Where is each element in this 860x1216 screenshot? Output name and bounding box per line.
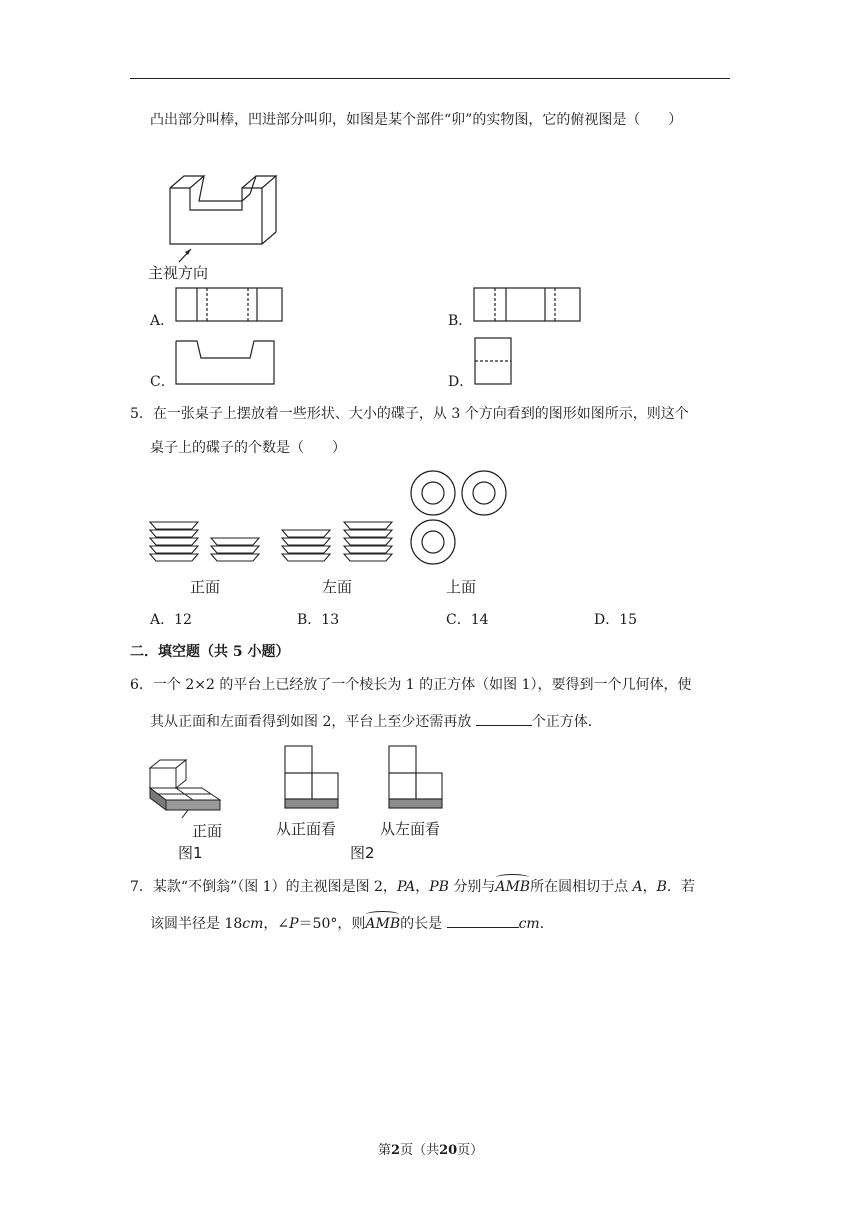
q7-l1b: 分别与 bbox=[448, 879, 496, 895]
q6-line2-text: 其从正面和左面看得到如图 2，平台上至少还需再放 bbox=[150, 714, 476, 730]
q7-l2a: 该圆半径是 18 bbox=[150, 916, 243, 932]
q7-point-b: B bbox=[656, 879, 667, 895]
front-view-figure bbox=[284, 745, 344, 811]
figure-2-caption: 图2 bbox=[350, 844, 375, 862]
q7-l2b: ，∠ bbox=[263, 916, 290, 932]
top-view-caption: 上面 bbox=[446, 578, 477, 596]
q7-l1a: 7．某款“不倒翁”（图 1）的主视图是图 2， bbox=[130, 879, 397, 895]
q7-l1c: 所在圆相切于点 bbox=[530, 879, 633, 895]
q7-l2e: ． bbox=[539, 916, 554, 932]
q7-angle-p: P bbox=[289, 916, 299, 932]
front-arrow-caption: 正面 bbox=[192, 822, 223, 840]
option-c-figure[interactable] bbox=[175, 340, 279, 386]
footer-pre: 第 bbox=[378, 1143, 392, 1158]
q5-line2: 桌子上的碟子的个数是（ ） bbox=[150, 440, 346, 456]
figure-1-caption: 图1 bbox=[178, 844, 203, 862]
footer-total: 20 bbox=[439, 1143, 458, 1158]
left-view-figure bbox=[388, 745, 448, 811]
q7-comma: ， bbox=[415, 879, 430, 895]
q7-cm: cm bbox=[242, 916, 264, 932]
q7-l1d: ， bbox=[642, 879, 657, 895]
option-b-label: B． bbox=[448, 313, 473, 329]
arc-amb: AMB bbox=[495, 879, 531, 895]
front-view-caption: 正面 bbox=[190, 578, 221, 596]
header-rule bbox=[130, 78, 730, 79]
section-heading: 二．填空题（共 5 小题） bbox=[130, 644, 290, 660]
left-view-label: 从左面看 bbox=[380, 820, 441, 838]
option-a-figure[interactable] bbox=[175, 287, 285, 323]
q7-pb: PB bbox=[429, 879, 449, 895]
cube-platform-figure bbox=[148, 752, 228, 822]
q7-l2d: 的长是 bbox=[400, 916, 447, 932]
page-footer bbox=[378, 1139, 483, 1158]
q7-point-a: A bbox=[632, 879, 643, 895]
option-d-label: D． bbox=[448, 374, 474, 390]
q7-line2 bbox=[150, 913, 554, 934]
option-b-figure[interactable] bbox=[473, 287, 583, 323]
front-view-label: 从正面看 bbox=[276, 820, 337, 838]
answer-blank[interactable] bbox=[476, 711, 532, 726]
q6-line2-end: 个正方体． bbox=[531, 714, 602, 730]
q4-stem: 凸出部分叫棒，凹进部分叫卯，如图是某个部件“卯”的实物图，它的俯视图是（ ） bbox=[150, 112, 683, 128]
q7-line1 bbox=[130, 877, 695, 897]
q7-pa: PA bbox=[396, 879, 416, 895]
q5-line1: 5．在一张桌子上摆放着一些形状、大小的碟子，从 3 个方向看到的图形如图所示，则这个 bbox=[130, 406, 689, 422]
answer-blank-7[interactable] bbox=[447, 913, 519, 928]
q7-l1e: ．若 bbox=[666, 879, 695, 895]
footer-mid: 页（共 bbox=[400, 1143, 440, 1158]
q5-option-a[interactable]: A．12 bbox=[150, 612, 192, 628]
q7-l2c: ＝50°，则 bbox=[298, 916, 366, 932]
dish-top-view bbox=[410, 470, 510, 570]
q5-option-c[interactable]: C．14 bbox=[446, 612, 489, 628]
left-view-caption: 左面 bbox=[322, 578, 353, 596]
option-a-label: A． bbox=[150, 313, 175, 329]
option-c-label: C． bbox=[150, 374, 175, 390]
q5-option-d[interactable]: D．15 bbox=[594, 612, 638, 628]
option-d-figure[interactable] bbox=[474, 337, 514, 387]
footer-page: 2 bbox=[391, 1143, 401, 1158]
footer-post: 页） bbox=[457, 1143, 484, 1158]
dish-left-view bbox=[280, 520, 396, 570]
dish-front-view bbox=[148, 520, 264, 570]
arc-amb-2: AMB bbox=[365, 916, 401, 932]
q6-line2 bbox=[150, 711, 602, 732]
q7-cm-unit: cm bbox=[518, 916, 540, 932]
q6-line1: 6．一个 2×2 的平台上已经放了一个棱长为 1 的正方体（如图 1），要得到一个几何体，使 bbox=[130, 677, 692, 693]
q5-option-b[interactable]: B．13 bbox=[297, 612, 340, 628]
view-direction-label: 主视方向 bbox=[148, 264, 209, 282]
